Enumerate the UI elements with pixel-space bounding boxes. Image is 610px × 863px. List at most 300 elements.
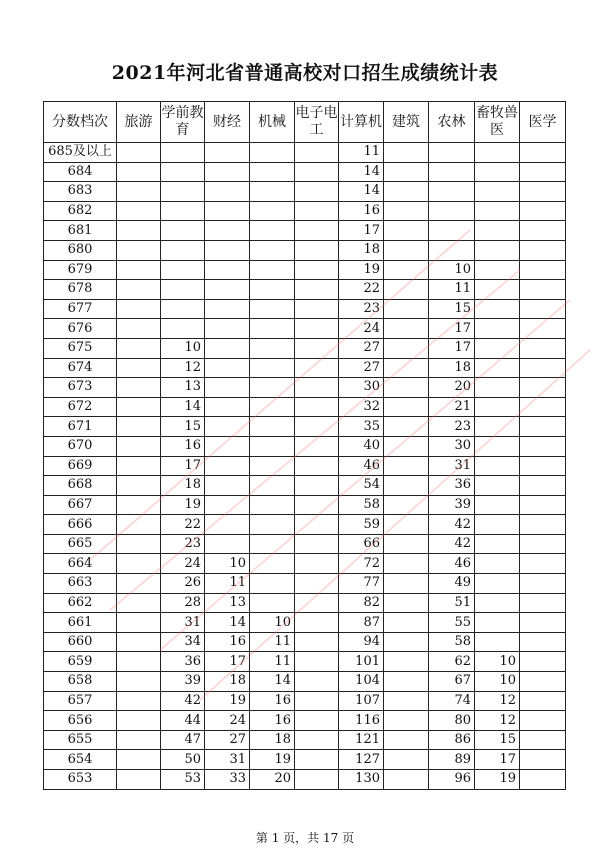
count-cell [295,476,339,496]
count-cell: 20 [429,378,475,398]
count-cell: 15 [429,299,475,319]
count-cell [520,515,566,535]
count-cell [250,201,295,221]
count-cell: 18 [250,730,295,750]
count-cell [384,182,429,202]
count-cell [205,260,250,280]
count-cell [161,201,205,221]
count-cell [295,613,339,633]
count-cell: 16 [250,691,295,711]
count-cell [205,221,250,241]
table-row [44,221,566,241]
count-cell [475,397,520,417]
count-cell [250,162,295,182]
count-cell [295,691,339,711]
count-cell [475,534,520,554]
count-cell [295,711,339,731]
count-cell [295,240,339,260]
count-cell [295,495,339,515]
count-cell: 44 [161,711,205,731]
count-cell [250,436,295,456]
count-cell [117,750,161,770]
count-cell [384,280,429,300]
count-cell [250,476,295,496]
count-cell [520,201,566,221]
count-cell [429,240,475,260]
column-header: 畜牧兽医 [475,102,520,143]
count-cell [205,338,250,358]
count-cell [520,711,566,731]
count-cell [384,495,429,515]
table-header-row [44,102,566,143]
count-cell: 30 [429,436,475,456]
count-cell: 14 [339,162,384,182]
count-cell [295,436,339,456]
count-cell [475,378,520,398]
count-cell: 24 [339,319,384,339]
count-cell [117,632,161,652]
count-cell [384,358,429,378]
count-cell: 16 [250,711,295,731]
count-cell [475,358,520,378]
count-cell: 26 [161,574,205,594]
column-header: 计算机 [339,102,384,143]
count-cell: 62 [429,652,475,672]
count-cell [250,554,295,574]
table-row [44,730,566,750]
count-cell: 14 [205,613,250,633]
count-cell: 39 [161,672,205,692]
count-cell [250,338,295,358]
count-cell: 66 [339,534,384,554]
count-cell: 17 [429,338,475,358]
count-cell [161,299,205,319]
count-cell [295,554,339,574]
count-cell [429,221,475,241]
count-cell [117,554,161,574]
count-cell [295,299,339,319]
count-cell [295,652,339,672]
count-cell: 94 [339,632,384,652]
count-cell [384,221,429,241]
count-cell [117,397,161,417]
count-cell [475,240,520,260]
column-header: 建筑 [384,102,429,143]
count-cell [161,221,205,241]
count-cell [250,417,295,437]
table-row [44,436,566,456]
count-cell: 16 [339,201,384,221]
count-cell: 104 [339,672,384,692]
count-cell: 50 [161,750,205,770]
count-cell [117,652,161,672]
count-cell: 31 [429,456,475,476]
count-cell [520,770,566,790]
score-cell: 670 [44,436,117,456]
count-cell [475,417,520,437]
count-cell [250,319,295,339]
count-cell [161,162,205,182]
count-cell [475,221,520,241]
count-cell [384,632,429,652]
count-cell: 40 [339,436,384,456]
count-cell [295,456,339,476]
count-cell [117,378,161,398]
count-cell [205,280,250,300]
count-cell [117,534,161,554]
count-cell [117,143,161,163]
count-cell [520,672,566,692]
count-cell [250,456,295,476]
table-row [44,632,566,652]
score-cell: 676 [44,319,117,339]
count-cell: 19 [161,495,205,515]
count-cell [117,240,161,260]
count-cell [520,338,566,358]
count-cell [520,593,566,613]
table-row [44,593,566,613]
count-cell [384,143,429,163]
count-cell [295,221,339,241]
score-cell: 660 [44,632,117,652]
count-cell: 46 [339,456,384,476]
count-cell: 86 [429,730,475,750]
score-cell: 679 [44,260,117,280]
count-cell: 17 [339,221,384,241]
count-cell [384,711,429,731]
count-cell: 19 [339,260,384,280]
score-cell: 682 [44,201,117,221]
count-cell [205,358,250,378]
count-cell: 17 [205,652,250,672]
count-cell [161,240,205,260]
count-cell [520,652,566,672]
score-cell: 666 [44,515,117,535]
count-cell [117,495,161,515]
count-cell [520,417,566,437]
count-cell [117,221,161,241]
count-cell [475,554,520,574]
count-cell [475,319,520,339]
count-cell [384,162,429,182]
count-cell [161,143,205,163]
count-cell [117,417,161,437]
count-cell: 12 [475,691,520,711]
count-cell [384,691,429,711]
count-cell [117,260,161,280]
count-cell: 12 [475,711,520,731]
count-cell [295,770,339,790]
count-cell [520,319,566,339]
count-cell [117,770,161,790]
count-cell [429,143,475,163]
count-cell [161,260,205,280]
count-cell [250,260,295,280]
table-row [44,515,566,535]
count-cell [295,378,339,398]
count-cell [295,358,339,378]
column-header: 分数档次 [44,102,117,143]
count-cell [520,750,566,770]
count-cell [205,201,250,221]
table-row [44,770,566,790]
score-cell: 659 [44,652,117,672]
table-row [44,358,566,378]
score-cell: 677 [44,299,117,319]
count-cell [250,378,295,398]
table-row [44,652,566,672]
count-cell [295,280,339,300]
count-cell: 16 [205,632,250,652]
count-cell: 23 [429,417,475,437]
table-row [44,456,566,476]
count-cell [295,730,339,750]
count-cell: 58 [339,495,384,515]
count-cell [117,162,161,182]
count-cell: 28 [161,593,205,613]
table-row [44,280,566,300]
count-cell [205,143,250,163]
count-cell [520,436,566,456]
score-cell: 673 [44,378,117,398]
table-row [44,554,566,574]
count-cell: 82 [339,593,384,613]
count-cell [250,534,295,554]
count-cell [520,397,566,417]
count-cell: 12 [161,358,205,378]
count-cell: 54 [339,476,384,496]
count-cell: 19 [250,750,295,770]
count-cell [117,730,161,750]
count-cell [384,397,429,417]
count-cell: 33 [205,770,250,790]
count-cell [384,730,429,750]
count-cell [295,593,339,613]
count-cell [117,182,161,202]
count-cell [117,201,161,221]
count-cell [520,358,566,378]
table-row [44,495,566,515]
count-cell: 17 [161,456,205,476]
count-cell [520,280,566,300]
score-cell: 667 [44,495,117,515]
count-cell [205,534,250,554]
score-cell: 678 [44,280,117,300]
count-cell [384,534,429,554]
count-cell: 10 [475,652,520,672]
count-cell: 11 [205,574,250,594]
count-cell: 10 [475,672,520,692]
count-cell [205,476,250,496]
count-cell [475,593,520,613]
count-cell [475,632,520,652]
score-cell: 675 [44,338,117,358]
count-cell: 11 [250,652,295,672]
count-cell: 19 [475,770,520,790]
count-cell [117,358,161,378]
count-cell: 14 [339,182,384,202]
count-cell [295,182,339,202]
count-cell [475,162,520,182]
count-cell [117,613,161,633]
count-cell: 22 [161,515,205,535]
page-title: 2021年河北省普通高校对口招生成绩统计表 [111,62,499,84]
count-cell [117,319,161,339]
count-cell: 35 [339,417,384,437]
count-cell [520,730,566,750]
count-cell [475,574,520,594]
count-cell [475,201,520,221]
count-cell [250,397,295,417]
count-cell: 42 [429,534,475,554]
count-cell [384,593,429,613]
table-row [44,574,566,594]
count-cell: 101 [339,652,384,672]
score-cell: 661 [44,613,117,633]
count-cell: 19 [205,691,250,711]
count-cell [205,436,250,456]
score-cell: 674 [44,358,117,378]
count-cell: 18 [429,358,475,378]
count-cell [205,182,250,202]
count-cell: 49 [429,574,475,594]
count-cell [295,397,339,417]
count-cell [475,338,520,358]
column-header: 电子电工 [295,102,339,143]
count-cell [117,436,161,456]
count-cell: 36 [161,652,205,672]
count-cell: 27 [339,358,384,378]
count-cell [475,436,520,456]
count-cell: 17 [429,319,475,339]
count-cell: 51 [429,593,475,613]
table-body [44,143,566,790]
count-cell [117,299,161,319]
count-cell [384,417,429,437]
table-row [44,476,566,496]
count-cell [250,515,295,535]
count-cell: 30 [339,378,384,398]
count-cell [117,280,161,300]
count-cell [161,182,205,202]
count-cell [475,495,520,515]
count-cell [161,280,205,300]
count-cell [205,319,250,339]
count-cell: 18 [205,672,250,692]
count-cell: 27 [339,338,384,358]
count-cell: 14 [161,397,205,417]
count-cell: 24 [161,554,205,574]
count-cell [520,143,566,163]
count-cell: 74 [429,691,475,711]
count-cell [384,554,429,574]
count-cell [384,574,429,594]
count-cell [295,319,339,339]
table-row [44,201,566,221]
table-row [44,691,566,711]
count-cell [384,240,429,260]
count-cell: 96 [429,770,475,790]
count-cell [161,319,205,339]
column-header: 机械 [250,102,295,143]
count-cell [520,691,566,711]
count-cell [384,319,429,339]
count-cell: 130 [339,770,384,790]
count-cell: 18 [339,240,384,260]
table-row [44,182,566,202]
count-cell: 77 [339,574,384,594]
count-cell [295,143,339,163]
count-cell: 55 [429,613,475,633]
count-cell [475,280,520,300]
count-cell [205,162,250,182]
score-cell: 668 [44,476,117,496]
count-cell [205,495,250,515]
count-cell [384,515,429,535]
table-row [44,338,566,358]
column-header: 财经 [205,102,250,143]
count-cell: 42 [429,515,475,535]
count-cell: 13 [161,378,205,398]
score-table [43,101,566,790]
count-cell: 23 [161,534,205,554]
count-cell: 42 [161,691,205,711]
count-cell [295,515,339,535]
count-cell: 32 [339,397,384,417]
score-cell: 672 [44,397,117,417]
count-cell: 31 [161,613,205,633]
count-cell [250,495,295,515]
count-cell [295,260,339,280]
count-cell [205,417,250,437]
count-cell: 31 [205,750,250,770]
count-cell [520,495,566,515]
table-row [44,240,566,260]
count-cell [384,613,429,633]
count-cell: 89 [429,750,475,770]
count-cell [250,280,295,300]
column-header: 学前教育 [161,102,205,143]
count-cell [117,574,161,594]
count-cell [384,436,429,456]
count-cell: 121 [339,730,384,750]
count-cell [205,456,250,476]
count-cell [117,593,161,613]
count-cell [295,201,339,221]
count-cell: 67 [429,672,475,692]
table-row [44,672,566,692]
count-cell [520,456,566,476]
count-cell [295,574,339,594]
count-cell: 46 [429,554,475,574]
count-cell [520,554,566,574]
count-cell [520,182,566,202]
count-cell [384,378,429,398]
count-cell: 10 [250,613,295,633]
table-row [44,260,566,280]
count-cell [384,476,429,496]
count-cell: 53 [161,770,205,790]
count-cell [295,417,339,437]
count-cell: 10 [205,554,250,574]
count-cell: 18 [161,476,205,496]
count-cell: 10 [429,260,475,280]
count-cell [117,456,161,476]
count-cell [475,613,520,633]
count-cell: 20 [250,770,295,790]
count-cell [250,574,295,594]
count-cell [295,750,339,770]
